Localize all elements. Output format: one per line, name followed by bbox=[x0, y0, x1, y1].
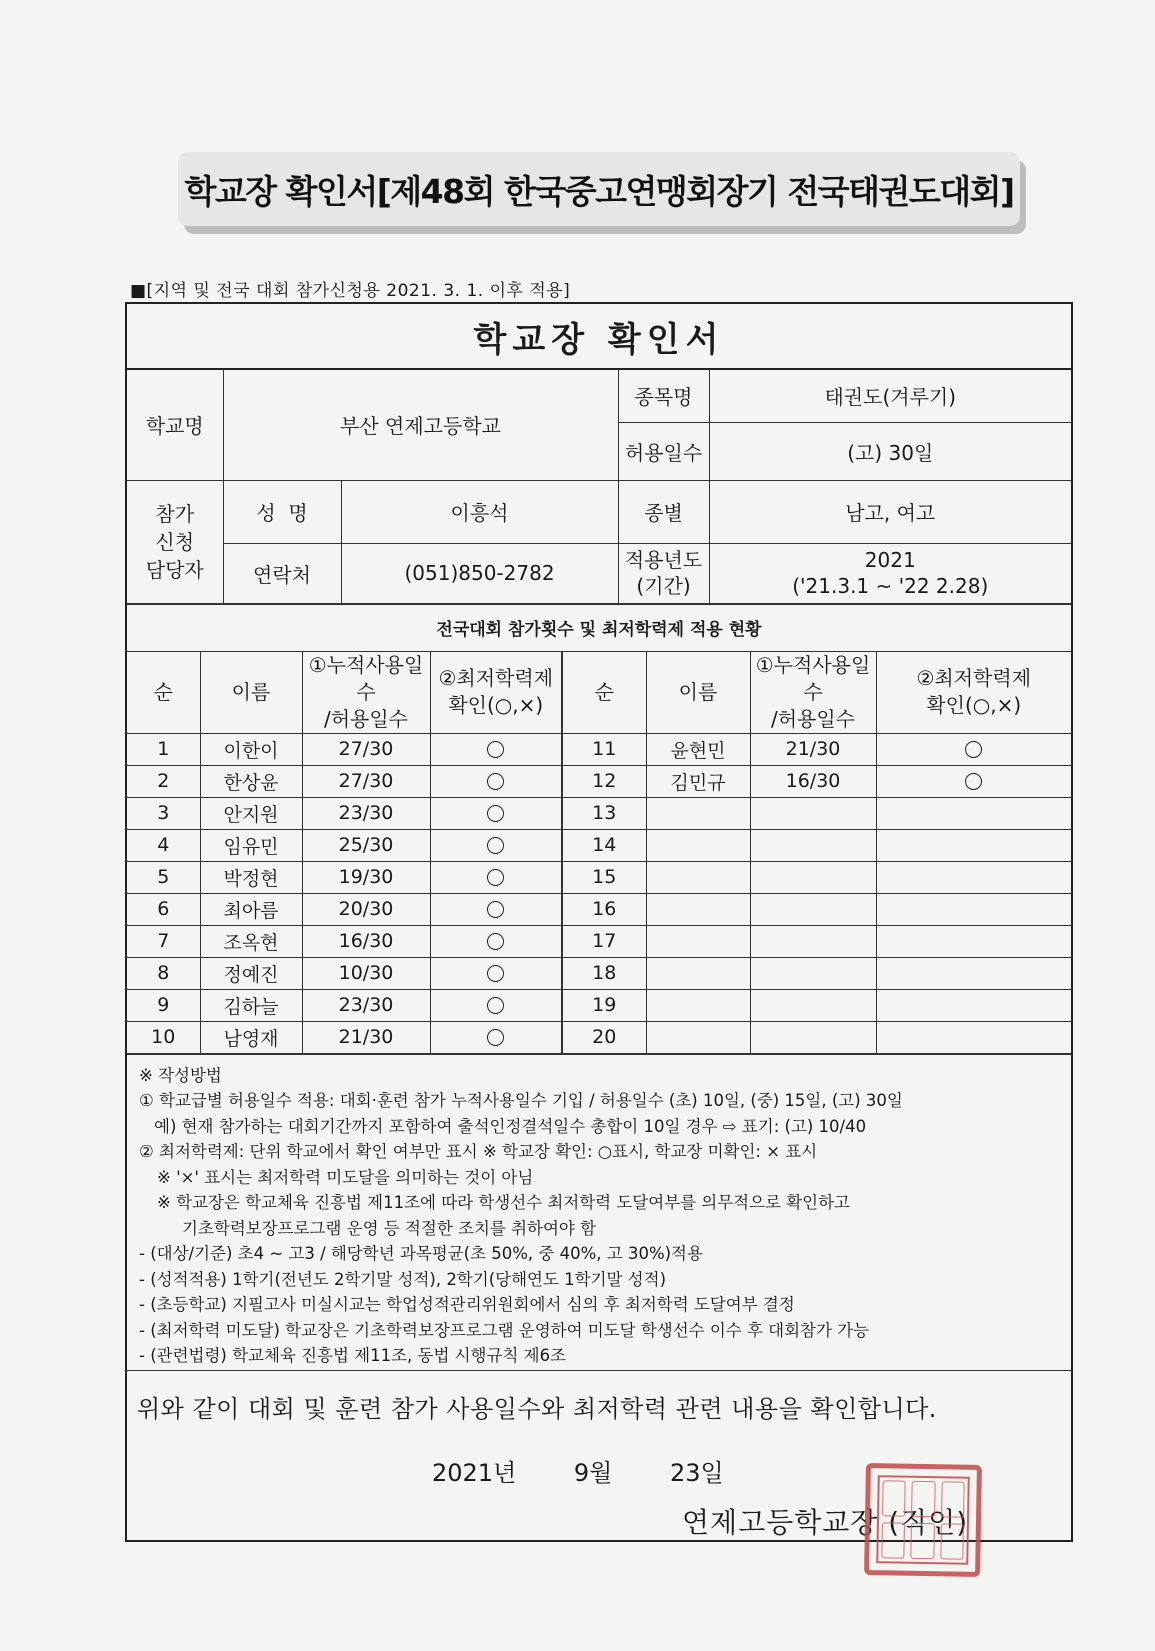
student-name bbox=[646, 893, 750, 925]
header-check-right: ②최저학력제 확인(○,×) bbox=[876, 651, 1071, 733]
min-academic-check bbox=[430, 893, 562, 925]
instruction-line: 기초학력보장프로그램 운영 등 적절한 조치를 취하여야 함 bbox=[182, 1218, 597, 1238]
days-used bbox=[750, 957, 876, 989]
min-academic-check bbox=[430, 797, 562, 829]
student-name: 이한이 bbox=[200, 733, 302, 765]
contact-group-label: 참가 신청 담당자 bbox=[127, 480, 223, 603]
min-academic-check bbox=[876, 797, 1071, 829]
student-name bbox=[646, 797, 750, 829]
student-name bbox=[646, 925, 750, 957]
row-num: 20 bbox=[562, 1021, 646, 1053]
name-label: 성 명 bbox=[223, 480, 341, 543]
table-row bbox=[127, 1021, 1071, 1053]
seal-pattern bbox=[876, 1475, 970, 1565]
student-name bbox=[646, 957, 750, 989]
days-used bbox=[750, 925, 876, 957]
days-used bbox=[750, 861, 876, 893]
student-name bbox=[646, 1021, 750, 1053]
check-circle-icon bbox=[487, 869, 504, 886]
instruction-line: ※ '×' 표시는 최저학력 미도달을 의미하는 것이 아님 bbox=[157, 1167, 534, 1187]
table-row bbox=[127, 861, 1071, 893]
check-circle-icon bbox=[487, 965, 504, 982]
student-name bbox=[646, 829, 750, 861]
row-num: 1 bbox=[127, 733, 200, 765]
row-num: 12 bbox=[562, 765, 646, 797]
date-year: 2021년 bbox=[432, 1458, 517, 1487]
gender-value: 남고, 여고 bbox=[709, 480, 1071, 543]
min-academic-check bbox=[876, 765, 1071, 797]
min-academic-check bbox=[430, 989, 562, 1021]
days-used: 10/30 bbox=[302, 957, 430, 989]
min-academic-check bbox=[876, 733, 1071, 765]
days-used bbox=[750, 989, 876, 1021]
year-period: ('21.3.1 ~ '22 2.28) bbox=[792, 574, 989, 598]
days-value: (고) 30일 bbox=[709, 422, 1071, 480]
row-num: 5 bbox=[127, 861, 200, 893]
row-num: 3 bbox=[127, 797, 200, 829]
name-value: 이흥석 bbox=[341, 480, 618, 543]
min-academic-check bbox=[876, 957, 1071, 989]
min-academic-check bbox=[430, 733, 562, 765]
min-academic-check bbox=[876, 925, 1071, 957]
student-name: 조옥현 bbox=[200, 925, 302, 957]
table-row bbox=[127, 989, 1071, 1021]
principal-signature: 연제고등학교장 (직인) bbox=[682, 1505, 969, 1539]
min-academic-check bbox=[430, 765, 562, 797]
header-days: ①누적사용일수 /허용일수 bbox=[302, 651, 430, 733]
check-circle-icon bbox=[487, 1029, 504, 1046]
event-value: 태권도(겨루기) bbox=[709, 370, 1071, 422]
row-num: 19 bbox=[562, 989, 646, 1021]
days-used: 21/30 bbox=[302, 1021, 430, 1053]
table-row bbox=[127, 797, 1071, 829]
student-name: 정예진 bbox=[200, 957, 302, 989]
min-academic-check bbox=[430, 829, 562, 861]
row-num: 18 bbox=[562, 957, 646, 989]
form-title: 학교장 확인서 bbox=[127, 304, 1071, 370]
row-num: 16 bbox=[562, 893, 646, 925]
min-academic-check bbox=[430, 1021, 562, 1053]
table-row bbox=[127, 829, 1071, 861]
row-num: 6 bbox=[127, 893, 200, 925]
row-num: 2 bbox=[127, 765, 200, 797]
instruction-line: - (초등학교) 지필고사 미실시교는 학업성적관리위원회에서 심의 후 최저학력 도달여부 결정 bbox=[139, 1295, 795, 1314]
instruction-lines bbox=[127, 1088, 1063, 1369]
check-circle-icon bbox=[487, 997, 504, 1014]
student-name: 한상윤 bbox=[200, 765, 302, 797]
row-num: 15 bbox=[562, 861, 646, 893]
min-academic-check bbox=[430, 957, 562, 989]
instruction-line: - (성적적용) 1학기(전년도 2학기말 성적), 2학기(당해연도 1학기말 성적) bbox=[139, 1269, 667, 1289]
days-used: 27/30 bbox=[302, 733, 430, 765]
days-used: 23/30 bbox=[302, 797, 430, 829]
instructions-heading: ※ 작성방법 bbox=[139, 1065, 222, 1085]
instruction-line: 예) 현재 참가하는 대회기간까지 포함하여 출석인정결석일수 총합이 10일 경우 ⇨ 표기: (고) 10/40 bbox=[154, 1116, 867, 1136]
school-value: 부산 연제고등학교 bbox=[223, 370, 618, 480]
row-num: 10 bbox=[127, 1021, 200, 1053]
row-num: 11 bbox=[562, 733, 646, 765]
min-academic-check bbox=[876, 893, 1071, 925]
year-label: 적용년도 (기간) bbox=[618, 543, 709, 603]
header-num: 순 bbox=[127, 651, 200, 733]
student-name bbox=[646, 989, 750, 1021]
check-circle-icon bbox=[487, 741, 504, 758]
days-used bbox=[750, 1021, 876, 1053]
check-circle-icon bbox=[487, 773, 504, 790]
check-circle-icon bbox=[965, 741, 982, 758]
usage-note: ■[지역 및 전국 대회 참가신청용 2021. 3. 1. 이후 적용] bbox=[130, 281, 571, 301]
school-label: 학교명 bbox=[127, 370, 223, 480]
days-used: 19/30 bbox=[302, 861, 430, 893]
confirmation-statement: 위와 같이 대회 및 훈련 참가 사용일수와 최저학력 관련 내용을 확인합니다. bbox=[137, 1394, 937, 1423]
instruction-line: - (대상/기준) 초4 ~ 고3 / 해당학년 과목평균(초 50%, 중 40%, 고 30%)적용 bbox=[139, 1244, 703, 1263]
header-name: 이름 bbox=[200, 651, 302, 733]
row-num: 17 bbox=[562, 925, 646, 957]
student-name: 남영재 bbox=[200, 1021, 302, 1053]
student-name: 임유민 bbox=[200, 829, 302, 861]
confirmation-date bbox=[432, 1453, 754, 1488]
student-name: 윤현민 bbox=[646, 733, 750, 765]
days-used: 27/30 bbox=[302, 765, 430, 797]
confirmation-form bbox=[125, 302, 1073, 1542]
instruction-line: ② 최저학력제: 단위 학교에서 확인 여부만 표시 ※ 학교장 확인: ○표시, 학교장 미확인: × 표시 bbox=[139, 1142, 818, 1161]
row-num: 4 bbox=[127, 829, 200, 861]
student-name: 안지원 bbox=[200, 797, 302, 829]
instruction-line: ※ 학교장은 학교체육 진흥법 제11조에 따라 학생선수 최저학력 도달여부를 의무적으로 확인하고 bbox=[157, 1193, 850, 1212]
participation-table bbox=[127, 651, 1071, 1054]
document-banner-title: 학교장 확인서[제48회 한국중고연맹회장기 전국태권도대회] bbox=[178, 152, 1020, 226]
days-used bbox=[750, 797, 876, 829]
row-num: 7 bbox=[127, 925, 200, 957]
instruction-line: - (관련법령) 학교체육 진흥법 제11조, 동법 시행규칙 제6조 bbox=[139, 1346, 566, 1365]
min-academic-check bbox=[876, 1021, 1071, 1053]
table-row bbox=[127, 893, 1071, 925]
min-academic-check bbox=[430, 925, 562, 957]
phone-value: (051)850-2782 bbox=[341, 543, 618, 603]
student-name: 박정현 bbox=[200, 861, 302, 893]
year-cell bbox=[709, 543, 1071, 603]
table-row bbox=[127, 765, 1071, 797]
header-name-right: 이름 bbox=[646, 651, 750, 733]
event-label: 종목명 bbox=[618, 370, 709, 422]
writing-instructions bbox=[127, 1054, 1071, 1370]
row-num: 9 bbox=[127, 989, 200, 1021]
min-academic-check bbox=[876, 989, 1071, 1021]
days-used: 16/30 bbox=[302, 925, 430, 957]
info-table bbox=[127, 370, 1071, 604]
days-label: 허용일수 bbox=[618, 422, 709, 480]
student-name: 김민규 bbox=[646, 765, 750, 797]
date-day: 23일 bbox=[670, 1458, 724, 1487]
table-row bbox=[127, 925, 1071, 957]
row-num: 8 bbox=[127, 957, 200, 989]
year-value: 2021 bbox=[864, 548, 916, 572]
gender-label: 종별 bbox=[618, 480, 709, 543]
table-row bbox=[127, 733, 1071, 765]
check-circle-icon bbox=[965, 773, 982, 790]
check-circle-icon bbox=[487, 933, 504, 950]
check-circle-icon bbox=[487, 805, 504, 822]
days-used: 25/30 bbox=[302, 829, 430, 861]
days-used: 23/30 bbox=[302, 989, 430, 1021]
table-row bbox=[127, 957, 1071, 989]
official-seal-stamp bbox=[864, 1463, 982, 1577]
student-name: 최아름 bbox=[200, 893, 302, 925]
header-check: ②최저학력제 확인(○,×) bbox=[430, 651, 562, 733]
participation-rows bbox=[127, 733, 1071, 1053]
days-used bbox=[750, 829, 876, 861]
min-academic-check bbox=[876, 829, 1071, 861]
section-title: 전국대회 참가횟수 및 최저학력제 적용 현황 bbox=[127, 604, 1071, 651]
check-circle-icon bbox=[487, 837, 504, 854]
header-days-right: ①누적사용일수 /허용일수 bbox=[750, 651, 876, 733]
days-used: 21/30 bbox=[750, 733, 876, 765]
instruction-line: - (최저학력 미도달) 학교장은 기초학력보장프로그램 운영하여 미도달 학생선수 이수 후 대회참가 가능 bbox=[139, 1320, 870, 1340]
date-month: 9월 bbox=[573, 1458, 613, 1487]
min-academic-check bbox=[430, 861, 562, 893]
phone-label: 연락처 bbox=[223, 543, 341, 603]
days-used: 20/30 bbox=[302, 893, 430, 925]
instruction-line: ① 학교급별 허용일수 적용: 대회·훈련 참가 누적사용일수 기입 / 허용일수 (초) 10일, (중) 15일, (고) 30일 bbox=[139, 1091, 903, 1110]
header-num-right: 순 bbox=[562, 651, 646, 733]
student-name bbox=[646, 861, 750, 893]
days-used bbox=[750, 893, 876, 925]
days-used: 16/30 bbox=[750, 765, 876, 797]
student-name: 김하늘 bbox=[200, 989, 302, 1021]
check-circle-icon bbox=[487, 901, 504, 918]
row-num: 14 bbox=[562, 829, 646, 861]
row-num: 13 bbox=[562, 797, 646, 829]
min-academic-check bbox=[876, 861, 1071, 893]
